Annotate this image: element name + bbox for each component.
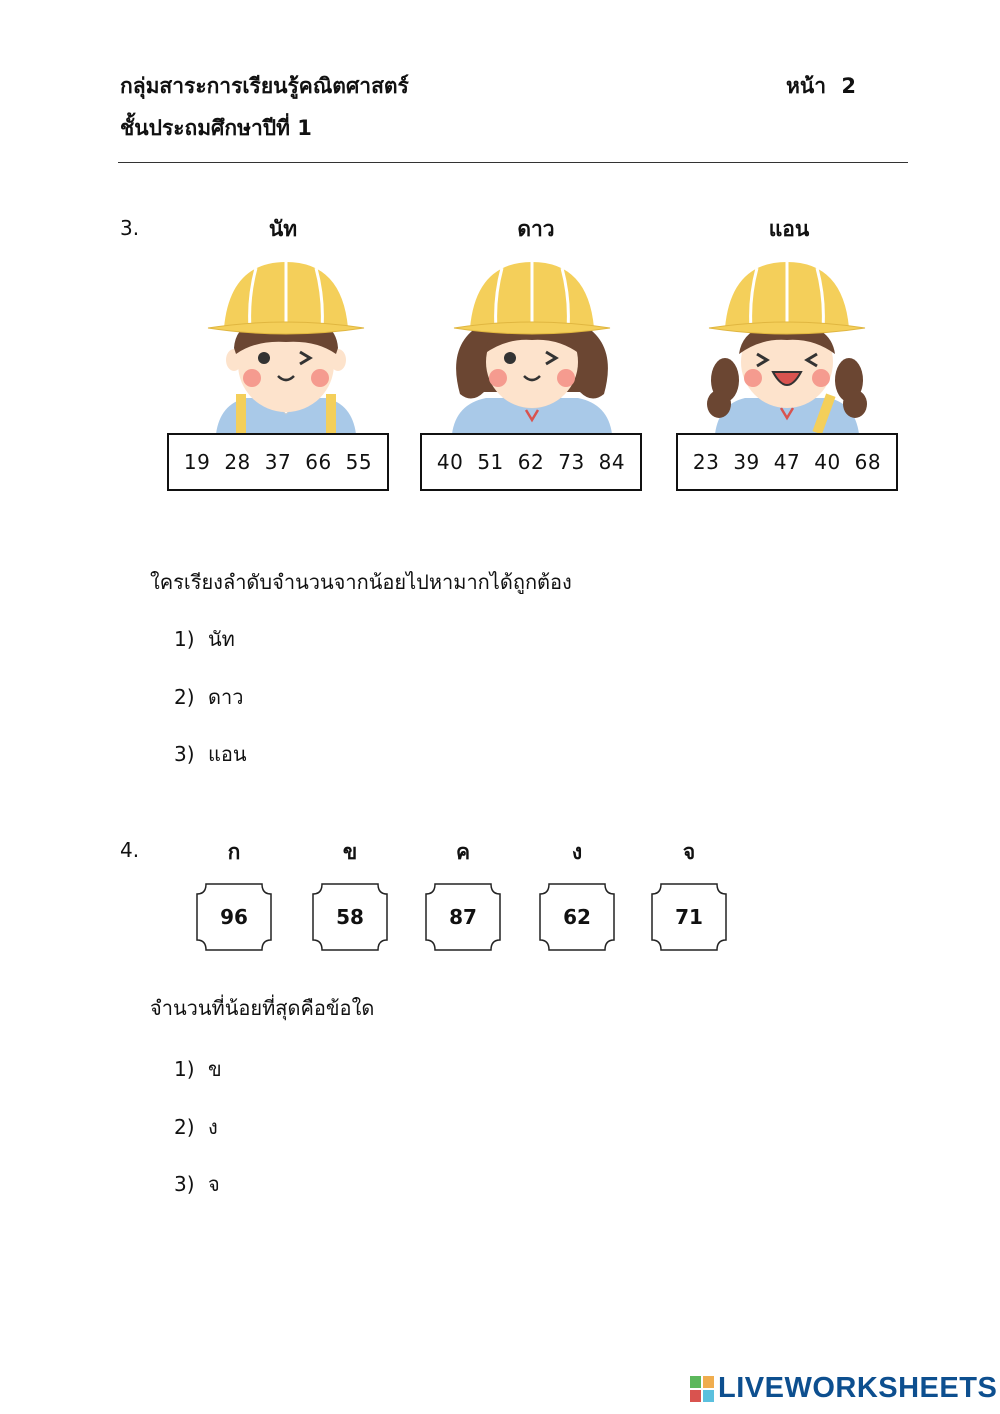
kid-name-1: นัท [268, 217, 298, 241]
number: 37 [264, 450, 292, 474]
number: 23 [692, 450, 720, 474]
number: 40 [814, 450, 841, 474]
number-box-2 [420, 433, 642, 491]
q3-option-2[interactable] [174, 681, 243, 713]
option-text: นัท [208, 627, 235, 651]
number: 39 [733, 450, 760, 474]
number-box-1 [167, 433, 389, 491]
kid-illustration-3 [697, 254, 877, 434]
option-text: ข [208, 1057, 222, 1081]
number: 51 [477, 450, 504, 474]
value-tag-3 [425, 883, 501, 951]
number: 73 [558, 450, 585, 474]
tag-value: 71 [675, 905, 703, 929]
number: 28 [224, 450, 251, 474]
option-number: 3) [174, 1172, 195, 1196]
option-number: 1) [174, 1057, 195, 1081]
option-number: 2) [174, 685, 195, 709]
kid-illustration-2 [442, 254, 622, 434]
page-number: 2 [841, 74, 856, 98]
q4-option-3[interactable] [174, 1168, 220, 1200]
number: 19 [183, 450, 211, 474]
page-indicator [786, 70, 856, 103]
option-number: 1) [174, 627, 195, 651]
brand-name: LIVEWORKSHEETS [718, 1372, 998, 1404]
header-divider [118, 162, 908, 163]
q4-letter-5: จ [682, 840, 696, 864]
option-text: จ [208, 1172, 220, 1196]
liveworksheets-logo[interactable] [690, 1372, 997, 1405]
tag-value: 96 [220, 905, 248, 929]
kid-name-3: แอน [768, 217, 810, 241]
q3-option-1[interactable] [174, 623, 235, 655]
kid-illustration-1 [196, 254, 376, 434]
number: 40 [436, 450, 464, 474]
q3-question: ใครเรียงลำดับจำนวนจากน้อยไปหามากได้ถูกต้อง [150, 570, 572, 594]
q4-letter-1: ก [227, 840, 241, 864]
number: 47 [773, 450, 801, 474]
number: 84 [598, 450, 626, 474]
number: 68 [854, 450, 882, 474]
q4-letter-3: ค [455, 840, 471, 864]
number: 62 [517, 450, 545, 474]
q4-question: จำนวนที่น้อยที่สุดคือข้อใด [150, 996, 375, 1020]
tag-value: 58 [336, 905, 364, 929]
value-tag-5 [651, 883, 727, 951]
tag-value: 87 [449, 905, 477, 929]
option-number: 3) [174, 742, 195, 766]
subject-title: กลุ่มสาระการเรียนรู้คณิตศาสตร์ [120, 74, 409, 98]
option-text: ง [208, 1115, 218, 1139]
q4-number: 4. [120, 838, 140, 862]
option-number: 2) [174, 1115, 195, 1139]
q4-option-2[interactable] [174, 1111, 218, 1143]
lws-logo-icon [690, 1376, 714, 1402]
value-tag-2 [312, 883, 388, 951]
q4-letter-4: ง [571, 840, 583, 864]
page-label: หน้า [786, 74, 826, 98]
q4-letter-2: ข [342, 840, 358, 864]
option-text: ดาว [208, 685, 244, 709]
kid-name-2: ดาว [517, 217, 555, 241]
number: 55 [345, 450, 373, 474]
number-box-3 [676, 433, 898, 491]
value-tag-1 [196, 883, 272, 951]
q3-option-3[interactable] [174, 738, 247, 770]
q4-option-1[interactable] [174, 1053, 222, 1085]
tag-value: 62 [563, 905, 591, 929]
value-tag-4 [539, 883, 615, 951]
grade-title: ชั้นประถมศึกษาปีที่ 1 [120, 116, 312, 140]
number: 66 [305, 450, 332, 474]
option-text: แอน [208, 742, 247, 766]
q3-number: 3. [120, 216, 140, 240]
